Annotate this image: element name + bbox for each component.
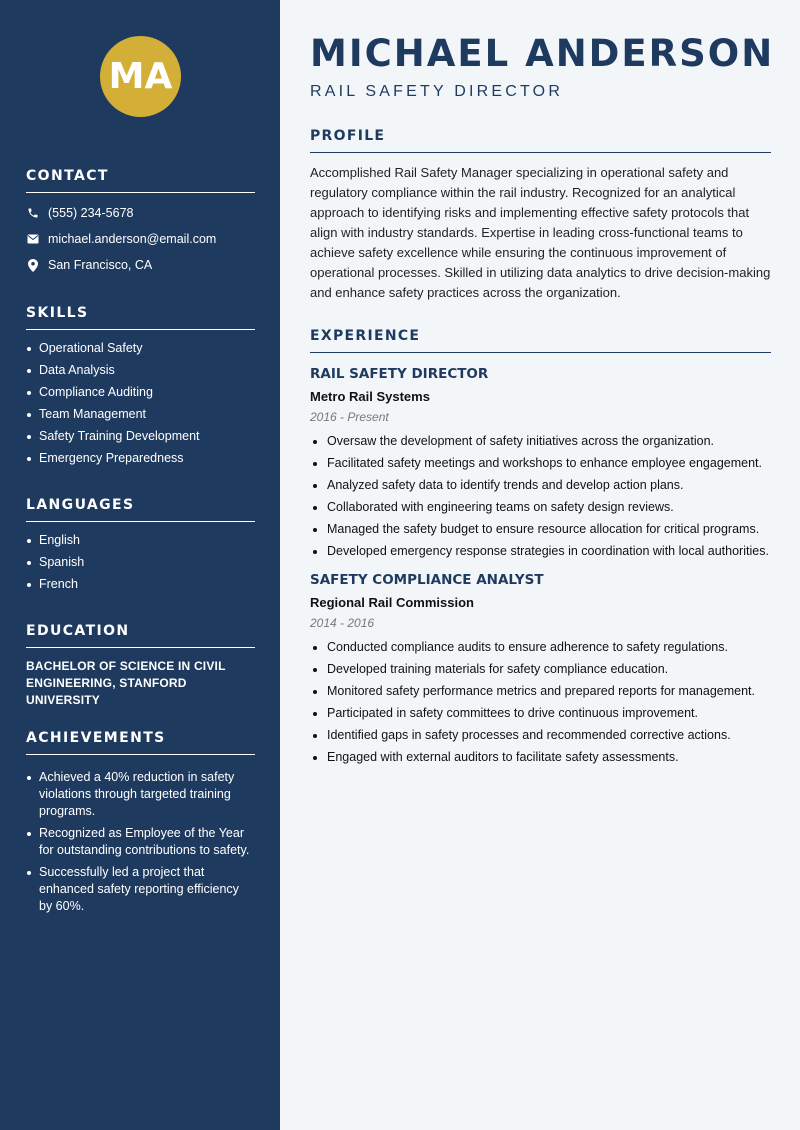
experience-heading: EXPERIENCE bbox=[310, 328, 771, 353]
achievement-item: Recognized as Employee of the Year for outstanding contributions to safety. bbox=[26, 825, 255, 859]
job-bullet: Developed emergency response strategies in coordination with local authorities. bbox=[310, 543, 771, 560]
candidate-title: RAIL SAFETY DIRECTOR bbox=[310, 83, 564, 100]
avatar bbox=[100, 36, 181, 117]
achievements-section bbox=[26, 730, 255, 920]
job-company: Regional Rail Commission bbox=[310, 595, 474, 610]
job-bullets bbox=[310, 433, 771, 560]
job-role: RAIL SAFETY DIRECTOR bbox=[310, 366, 489, 382]
experience-entry bbox=[310, 572, 771, 766]
experience-section bbox=[310, 328, 771, 771]
skill-item: Data Analysis bbox=[26, 362, 255, 379]
job-bullet: Engaged with external auditors to facilitate safety assessments. bbox=[310, 749, 771, 766]
skill-item: Compliance Auditing bbox=[26, 384, 255, 401]
contact-email[interactable] bbox=[26, 231, 255, 247]
job-bullet: Collaborated with engineering teams on safety design reviews. bbox=[310, 499, 771, 516]
job-bullet: Monitored safety performance metrics and prepared reports for management. bbox=[310, 683, 771, 700]
avatar-initials: MA bbox=[108, 56, 173, 97]
language-item: Spanish bbox=[26, 554, 255, 571]
language-item: English bbox=[26, 532, 255, 549]
contact-phone[interactable] bbox=[26, 205, 255, 221]
job-bullet: Participated in safety committees to drive continuous improvement. bbox=[310, 705, 771, 722]
languages-section bbox=[26, 497, 255, 598]
skill-item: Team Management bbox=[26, 406, 255, 423]
job-bullet: Managed the safety budget to ensure resource allocation for critical programs. bbox=[310, 521, 771, 538]
skills-list bbox=[26, 340, 255, 467]
job-company: Metro Rail Systems bbox=[310, 389, 430, 404]
job-bullet: Conducted compliance audits to ensure adherence to safety regulations. bbox=[310, 639, 771, 656]
job-bullet: Analyzed safety data to identify trends and develop action plans. bbox=[310, 477, 771, 494]
achievement-item: Successfully led a project that enhanced safety reporting efficiency by 60%. bbox=[26, 864, 255, 915]
job-dates: 2014 - 2016 bbox=[310, 616, 375, 630]
location-pin-icon bbox=[26, 259, 39, 272]
phone-icon bbox=[26, 207, 39, 220]
languages-list bbox=[26, 532, 255, 593]
candidate-name: MICHAEL ANDERSON bbox=[310, 32, 775, 75]
job-role: SAFETY COMPLIANCE ANALYST bbox=[310, 572, 544, 588]
profile-heading: PROFILE bbox=[310, 128, 771, 153]
skills-heading: SKILLS bbox=[26, 305, 255, 330]
job-bullet: Oversaw the development of safety initiatives across the organization. bbox=[310, 433, 771, 450]
contact-location-text: San Francisco, CA bbox=[48, 258, 153, 272]
skill-item: Safety Training Development bbox=[26, 428, 255, 445]
email-icon bbox=[26, 233, 39, 246]
sidebar bbox=[0, 0, 280, 1130]
contact-section bbox=[26, 168, 255, 273]
contact-phone-text: (555) 234-5678 bbox=[48, 206, 134, 220]
education-degree: BACHELOR OF SCIENCE IN CIVIL ENGINEERING, STANFORD UNIVERSITY bbox=[26, 659, 226, 707]
achievements-heading: ACHIEVEMENTS bbox=[26, 730, 255, 755]
achievements-list bbox=[26, 769, 255, 915]
job-bullet: Facilitated safety meetings and workshops to enhance employee engagement. bbox=[310, 455, 771, 472]
job-dates: 2016 - Present bbox=[310, 410, 389, 424]
skill-item: Operational Safety bbox=[26, 340, 255, 357]
contact-location bbox=[26, 257, 255, 273]
job-bullet: Developed training materials for safety compliance education. bbox=[310, 661, 771, 678]
experience-entry bbox=[310, 366, 771, 560]
languages-heading: LANGUAGES bbox=[26, 497, 255, 522]
achievement-item: Achieved a 40% reduction in safety violations through targeted training programs. bbox=[26, 769, 255, 820]
skills-section bbox=[26, 305, 255, 472]
profile-section bbox=[310, 128, 771, 303]
job-bullets bbox=[310, 639, 771, 766]
language-item: French bbox=[26, 576, 255, 593]
job-bullet: Identified gaps in safety processes and recommended corrective actions. bbox=[310, 727, 771, 744]
education-section bbox=[26, 623, 255, 709]
contact-heading: CONTACT bbox=[26, 168, 255, 193]
skill-item: Emergency Preparedness bbox=[26, 450, 255, 467]
contact-email-text: michael.anderson@email.com bbox=[48, 232, 217, 246]
education-heading: EDUCATION bbox=[26, 623, 255, 648]
profile-text: Accomplished Rail Safety Manager specializing in operational safety and regulatory compliance within the rail industry. Recognized for an analytical approach to identifying risks and implementing effective safety protocols that align with industry standards. Expertise in leading cross-functional teams to achieve safety excellence while ensuring the continuous improvement of operational processes. Skilled in utilizing data analytics to drive decision-making and enhance safety practices across the organization. bbox=[310, 165, 771, 300]
